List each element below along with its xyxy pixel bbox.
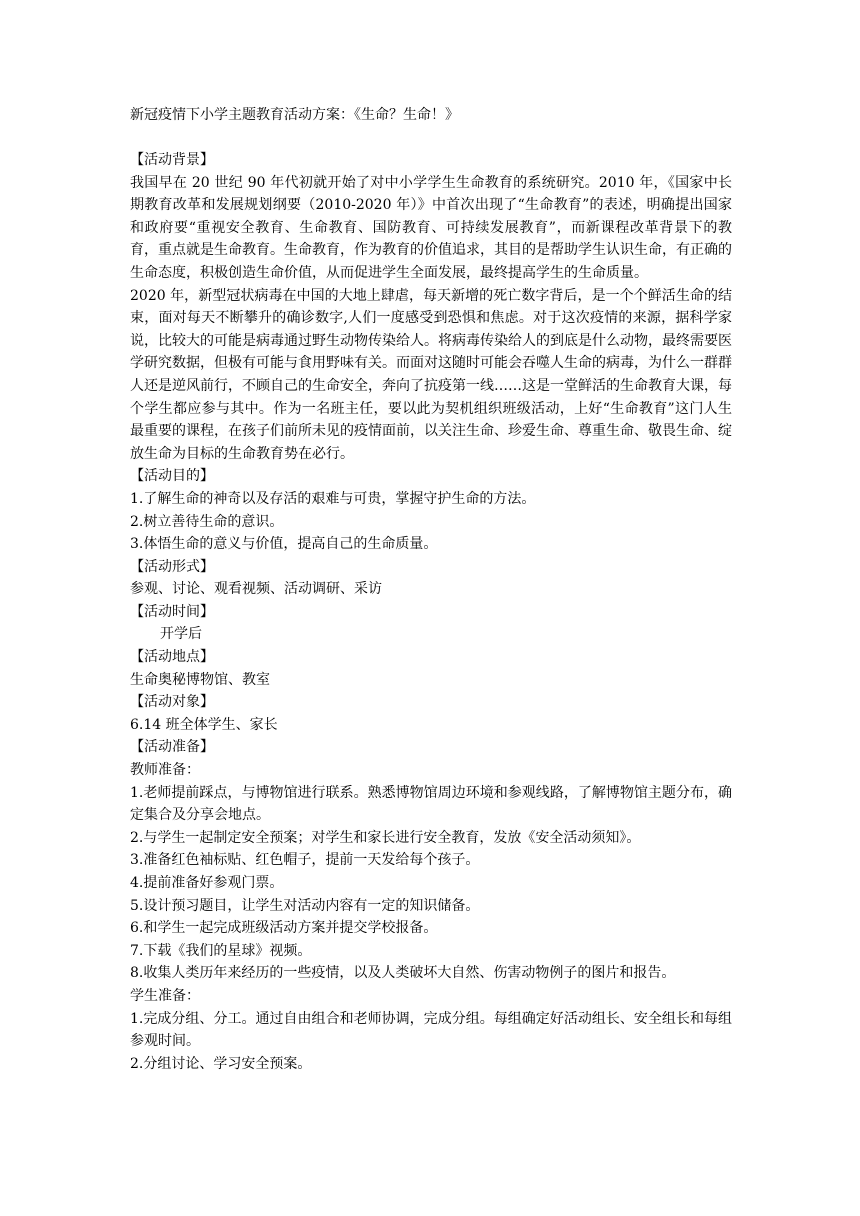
document-title: 新冠疫情下小学主题教育活动方案：《生命？生命！》 <box>130 107 459 123</box>
teacher-prep-label: 教师准备： <box>130 762 200 779</box>
goal-item: 2.树立善待生命的意识。 <box>130 513 284 530</box>
section-heading-time: 【活动时间】 <box>130 603 214 620</box>
section-heading-goals: 【活动目的】 <box>130 468 214 485</box>
teacher-prep-item: 1.老师提前踩点，与博物馆进行联系。熟悉博物馆周边环境和参观线路，了解博物馆主题分布，确定集合及分享会地点。 <box>130 784 732 824</box>
target-text: 6.14 班全体学生、家长 <box>130 716 278 733</box>
teacher-prep-item: 2.与学生一起制定安全预案；对学生和家长进行安全教育，发放《安全活动须知》。 <box>130 829 641 846</box>
teacher-prep-item: 7.下载《我们的星球》视频。 <box>130 942 312 959</box>
place-text: 生命奥秘博物馆、教室 <box>130 671 270 688</box>
teacher-prep-item: 3.准备红色袖标贴、红色帽子，提前一天发给每个孩子。 <box>130 852 480 869</box>
background-paragraph: 我国早在 20 世纪 90 年代初就开始了对中小学学生生命教育的系统研究。2010 年，《国家中长期教育改革和发展规划纲要（2010-2020 年）》中首次出现了“生命教育”的表述，明确提出国家和政府要“重视安全教育、生命教育、国防教育、可持续发展教育”，而新课程改革背景下的教育，重点就是生命教育。生命教育，作为教育的价值追求，其目的是帮助学生认识生命，有正确的生命态度，积极创造生命价值，从而促进学生全面发展，最终提高学生的生命质量。 <box>130 174 732 281</box>
section-heading-place: 【活动地点】 <box>130 649 214 666</box>
student-prep-item: 1.完成分组、分工。通过自由组合和老师协调，完成分组。每组确定好活动组长、安全组长和每组参观时间。 <box>130 1010 732 1050</box>
student-prep-label: 学生准备： <box>130 987 200 1004</box>
time-text: 开学后 <box>160 626 202 643</box>
teacher-prep-item: 6.和学生一起完成班级活动方案并提交学校报备。 <box>130 920 438 937</box>
section-heading-target: 【活动对象】 <box>130 694 214 711</box>
goal-item: 3.体悟生命的意义与价值，提高自己的生命质量。 <box>130 536 438 553</box>
section-heading-preparation: 【活动准备】 <box>130 739 214 756</box>
blank-line <box>130 127 732 149</box>
background-paragraph: 2020 年，新型冠状病毒在中国的大地上肆虐，每天新增的死亡数字背后，是一个个鲜活生命的结束，面对每天不断攀升的确诊数字,人们一度感受到恐惧和焦虑。对于这次疫情的来源，据科学家说，比较大的可能是病毒通过野生动物传染给人。将病毒传染给人的到底是什么动物，最终需要医学研究数据，但极有可能与食用野味有关。而面对这随时可能会吞噬人生命的病毒，为什么一群群人还是逆风前行，不顾自己的生命安全，奔向了抗疫第一线……这是一堂鲜活的生命教育大课，每个学生都应参与其中。作为一名班主任，要以此为契机组织班级活动，上好“生命教育”这门人生最重要的课程，在孩子们前所未见的疫情面前，以关注生命、珍爱生命、尊重生命、敬畏生命、绽放生命为目标的生命教育势在必行。 <box>130 287 732 462</box>
form-text: 参观、讨论、观看视频、活动调研、采访 <box>130 581 382 598</box>
goal-item: 1.了解生命的神奇以及存活的艰难与可贵，掌握守护生命的方法。 <box>130 490 536 507</box>
teacher-prep-item: 4.提前准备好参观门票。 <box>130 875 284 891</box>
teacher-prep-item: 5.设计预习题目，让学生对活动内容有一定的知识储备。 <box>130 897 480 914</box>
student-prep-item: 2.分组讨论、学习安全预案。 <box>130 1055 312 1072</box>
section-heading-form: 【活动形式】 <box>130 558 214 575</box>
section-heading-background: 【活动背景】 <box>130 152 214 168</box>
teacher-prep-item: 8.收集人类历年来经历的一些疫情，以及人类破坏大自然、伤害动物例子的图片和报告。 <box>130 965 676 982</box>
